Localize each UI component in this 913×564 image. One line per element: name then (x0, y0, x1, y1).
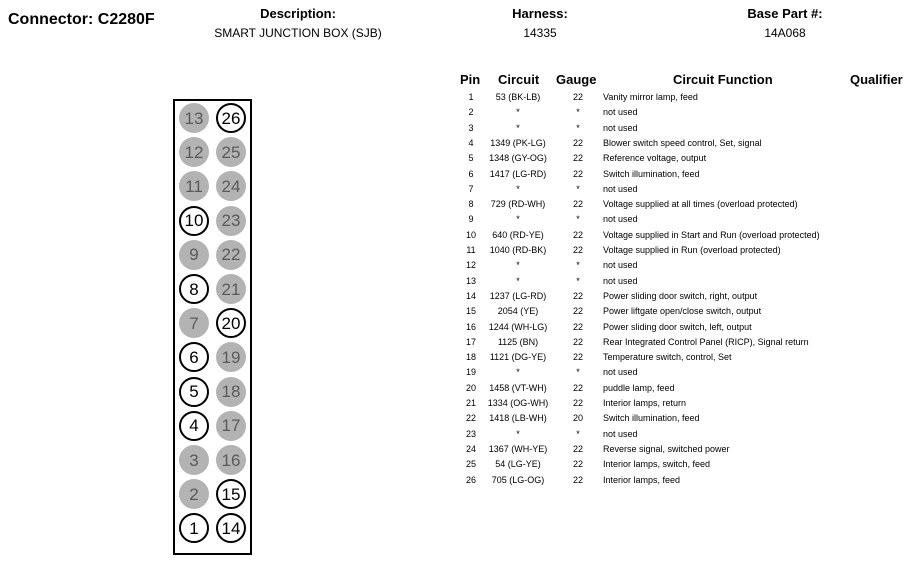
pin-cell: 4 (468, 137, 474, 148)
circuit-cell: 1348 (GY-OG) (489, 153, 547, 164)
circuit-cell: 640 (RD-YE) (492, 229, 544, 240)
function-cell: Interior lamps, switch, feed (603, 459, 711, 470)
pin-cell: 6 (468, 168, 474, 179)
pin-cell: 5 (468, 153, 474, 164)
pin-cell: 10 (465, 229, 476, 240)
pin-cell: 23 (465, 428, 476, 439)
pin-cell: 2 (468, 107, 474, 118)
base-part-value: 14A068 (764, 26, 806, 40)
pin-cell: 7 (468, 183, 474, 194)
circuit-cell: 1244 (WH-LG) (488, 321, 548, 332)
function-cell: Interior lamps, return (603, 398, 687, 408)
pin-cell: 22 (465, 413, 476, 424)
table-row (455, 214, 913, 229)
gauge-cell: 22 (572, 443, 583, 454)
table-row (455, 475, 913, 490)
gauge-cell: 22 (572, 245, 583, 255)
connector-pin-3: 3 (179, 445, 209, 475)
table-row (455, 383, 913, 398)
circuit-cell: 1367 (WH-YE) (488, 443, 548, 454)
connector-pin-26: 26 (216, 103, 246, 133)
gauge-cell: 22 (572, 290, 583, 301)
function-cell: not used (603, 107, 638, 118)
function-cell: Vanity mirror lamp, feed (603, 92, 698, 102)
function-cell: Voltage supplied at all times (overload protected) (603, 199, 798, 210)
circuit-cell: * (516, 183, 520, 194)
harness-value: 14335 (523, 26, 557, 40)
header-circuit-function: Circuit Function (673, 72, 773, 87)
circuit-cell: 1334 (OG-WH) (487, 398, 549, 408)
pin-cell: 9 (468, 214, 474, 225)
connector-pin-5: 5 (179, 377, 209, 407)
table-row (455, 230, 913, 245)
circuit-cell: 1121 (DG-YE) (489, 352, 547, 363)
connector-pin-6: 6 (179, 342, 209, 372)
connector-pin-22: 22 (216, 240, 246, 270)
gauge-cell: * (576, 275, 580, 286)
gauge-cell: * (576, 107, 580, 118)
pin-cell: 1 (468, 92, 474, 102)
function-cell: not used (603, 275, 638, 286)
function-cell: Interior lamps, feed (603, 474, 681, 485)
pin-cell: 26 (465, 474, 476, 485)
gauge-cell: 22 (572, 137, 583, 148)
connector-pin-21: 21 (216, 274, 246, 304)
gauge-cell: 20 (572, 413, 583, 424)
gauge-cell: 22 (572, 474, 583, 485)
pin-cell: 24 (465, 443, 476, 454)
connector-pin-20: 20 (216, 308, 246, 338)
description-block (198, 6, 398, 41)
connector-pin-17: 17 (216, 411, 246, 441)
connector-pin-8: 8 (179, 274, 209, 304)
function-cell: Power sliding door switch, right, output (603, 290, 758, 301)
connector-pin-23: 23 (216, 206, 246, 236)
circuit-cell: 729 (RD-WH) (490, 199, 546, 210)
gauge-cell: 22 (572, 321, 583, 332)
circuit-cell: 2054 (YE) (497, 306, 539, 317)
gauge-cell: * (576, 122, 580, 133)
circuit-cell: 705 (LG-OG) (491, 474, 545, 485)
connector-pin-2: 2 (179, 479, 209, 509)
gauge-cell: * (576, 367, 580, 378)
function-cell: Blower switch speed control, Set, signal (603, 137, 762, 148)
table-row (455, 260, 913, 275)
header-pin: Pin (460, 72, 481, 87)
connector-pin-14: 14 (216, 513, 246, 543)
function-cell: Reference voltage, output (603, 153, 707, 164)
connector-pin-24: 24 (216, 171, 246, 201)
pin-cell: 20 (465, 382, 476, 393)
gauge-cell: 22 (572, 306, 583, 317)
connector-pin-16: 16 (216, 445, 246, 475)
pin-cell: 15 (465, 306, 476, 317)
pin-cell: 14 (465, 290, 476, 301)
pin-cell: 11 (466, 245, 476, 255)
circuit-cell: * (516, 107, 520, 118)
harness-label: Harness: (512, 6, 568, 21)
function-cell: not used (603, 122, 638, 133)
circuit-cell: 53 (BK-LB) (495, 92, 541, 102)
pin-cell: 3 (468, 122, 474, 133)
connector-pin-9: 9 (179, 240, 209, 270)
pin-cell: 18 (465, 352, 476, 363)
gauge-cell: * (576, 183, 580, 194)
pin-cell: 19 (465, 367, 476, 378)
gauge-cell: 22 (572, 382, 583, 393)
pin-cell: 12 (465, 260, 476, 271)
table-row (455, 444, 913, 459)
connector-pin-15: 15 (216, 479, 246, 509)
function-cell: Rear Integrated Control Panel (RICP), Signal return (603, 336, 809, 347)
circuit-cell: 1417 (LG-RD) (489, 168, 547, 179)
base-part-label: Base Part #: (747, 6, 823, 21)
connector-pin-12: 12 (179, 137, 209, 167)
function-cell: Switch illumination, feed (603, 413, 700, 424)
connector-pin-18: 18 (216, 377, 246, 407)
connector-pin-19: 19 (216, 342, 246, 372)
gauge-cell: 22 (572, 199, 583, 210)
function-cell: Voltage supplied in Run (overload protected) (603, 245, 781, 255)
function-cell: Temperature switch, control, Set (603, 352, 732, 363)
table-row (455, 291, 913, 306)
circuit-cell: 1458 (VT-WH) (489, 382, 547, 393)
connector-pin-13: 13 (179, 103, 209, 133)
gauge-cell: 22 (572, 168, 583, 179)
pin-cell: 25 (465, 459, 476, 470)
table-row (455, 169, 913, 184)
table-row (455, 429, 913, 444)
gauge-cell: 22 (572, 229, 583, 240)
pin-cell: 17 (465, 336, 476, 347)
function-cell: Voltage supplied in Start and Run (overload protected) (603, 229, 820, 240)
function-cell: not used (603, 367, 638, 378)
connector-pin-25: 25 (216, 137, 246, 167)
table-row (455, 322, 913, 337)
function-cell: Switch illumination, feed (603, 168, 700, 179)
table-row (455, 138, 913, 153)
circuit-cell: 54 (LG-YE) (495, 459, 541, 470)
connector-pin-10: 10 (179, 206, 209, 236)
connector-title: Connector: C2280F (8, 11, 155, 28)
pin-cell: 13 (465, 275, 476, 286)
description-value: SMART JUNCTION BOX (SJB) (214, 26, 382, 40)
table-row (455, 153, 913, 168)
table-row (455, 184, 913, 199)
harness-block (480, 6, 600, 41)
pin-cell: 16 (465, 321, 476, 332)
table-row (455, 276, 913, 291)
function-cell: Power sliding door switch, left, output (603, 321, 752, 332)
function-cell: puddle lamp, feed (603, 382, 675, 393)
circuit-cell: 1040 (RD-BK) (489, 245, 547, 255)
table-row (455, 459, 913, 474)
pin-cell: 21 (465, 398, 476, 408)
table-row (455, 352, 913, 367)
function-cell: not used (603, 428, 638, 439)
pin-cell: 8 (468, 199, 474, 210)
function-cell: Reverse signal, switched power (603, 443, 730, 454)
gauge-cell: * (576, 260, 580, 271)
table-row (455, 199, 913, 214)
circuit-cell: * (516, 275, 520, 286)
header-gauge: Gauge (556, 72, 597, 87)
connector-face-diagram (173, 99, 252, 555)
circuit-cell: * (516, 260, 520, 271)
circuit-cell: 1418 (LB-WH) (489, 413, 547, 424)
connector-pin-11: 11 (179, 171, 209, 201)
function-cell: not used (603, 260, 638, 271)
function-cell: not used (603, 183, 638, 194)
circuit-cell: 1237 (LG-RD) (489, 290, 547, 301)
gauge-cell: 22 (572, 398, 583, 408)
circuit-cell: * (516, 367, 520, 378)
table-row (455, 413, 913, 428)
table-row (455, 337, 913, 352)
gauge-cell: 22 (572, 92, 583, 102)
table-row (455, 367, 913, 382)
table-row (455, 92, 913, 107)
gauge-cell: 22 (572, 153, 583, 164)
header-circuit: Circuit (498, 72, 540, 87)
connector-pin-4: 4 (179, 411, 209, 441)
description-label: Description: (260, 6, 336, 21)
gauge-cell: 22 (572, 336, 583, 347)
table-row (455, 245, 913, 260)
circuit-cell: 1125 (BN) (497, 336, 539, 347)
table-row (455, 123, 913, 138)
gauge-cell: 22 (572, 352, 583, 363)
base-part-block (720, 6, 850, 41)
circuit-cell: * (516, 428, 520, 439)
table-row (455, 306, 913, 321)
header-qualifier: Qualifier (850, 72, 903, 87)
gauge-cell: 22 (572, 459, 583, 470)
circuit-cell: * (516, 214, 520, 225)
connector-pin-7: 7 (179, 308, 209, 338)
table-row (455, 107, 913, 122)
function-cell: not used (603, 214, 638, 225)
function-cell: Power liftgate open/close switch, output (603, 306, 762, 317)
connector-pin-1: 1 (179, 513, 209, 543)
circuit-cell: * (516, 122, 520, 133)
table-row (455, 398, 913, 413)
gauge-cell: * (576, 214, 580, 225)
gauge-cell: * (576, 428, 580, 439)
circuit-cell: 1349 (PK-LG) (490, 137, 546, 148)
